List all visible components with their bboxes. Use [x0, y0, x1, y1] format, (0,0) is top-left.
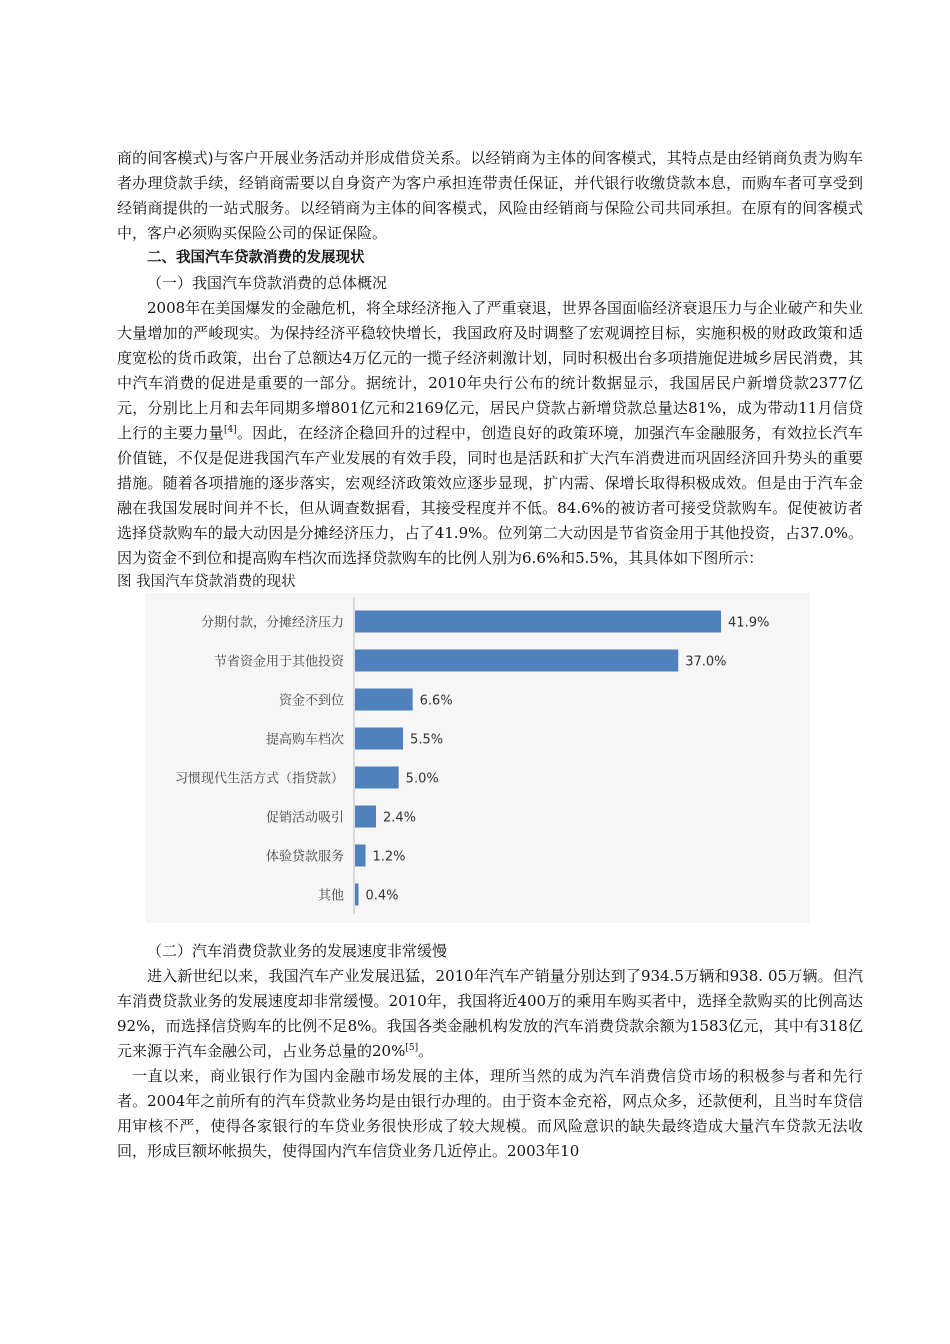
chart-category-label: 节省资金用于其他投资 — [213, 654, 344, 670]
chart-value-label: 41.9% — [728, 615, 770, 631]
chart-value-label: 37.0% — [685, 654, 727, 670]
document-page — [117, 146, 863, 1164]
chart-category-label: 促销活动吸引 — [265, 810, 344, 826]
chart-bar — [355, 767, 399, 789]
chart-category-label: 体验贷款服务 — [265, 849, 344, 865]
chart-category-label: 分期付款，分摊经济压力 — [200, 615, 344, 631]
chart-value-label: 6.6% — [419, 693, 453, 709]
chart-bar — [355, 650, 678, 672]
figure-caption: 图 我国汽车贷款消费的现状 — [117, 574, 296, 590]
chart-bar — [355, 728, 403, 750]
citation-ref: [4] — [223, 425, 237, 435]
chart-value-label: 1.2% — [372, 849, 406, 865]
subsection-heading-1: （一）我国汽车贷款消费的总体概况 — [147, 274, 388, 292]
chart-value-label: 5.5% — [410, 732, 444, 748]
paragraph-overview-text-a: 2008年在美国爆发的金融危机，将全球经济拖入了严重衰退，世界各国面临经济衰退压力与企业破产和失业大量增加的严峻现实。为保持经济平稳较快增长，我国政府及时调整了宏观调控目标，实施积极的财政政策和适度宽松的货币政策，出台了总额达4万亿元的一揽子经济刺激计划，同时积极出台多项措施促进城乡居民消费，其中汽车消费的促进是重要的一部分。据统计，2010年央行公布的统计数据显示，我国居民户新增贷款2377亿元，分别比上月和去年同期多增801亿元和2169亿元，居民户贷款占新增贷款总量达81%，成为带动11月信贷上行的主要力量 — [117, 299, 863, 442]
chart-bar — [355, 611, 721, 633]
paragraph-intro: 商的间客模式)与客户开展业务活动并形成借贷关系。以经销商为主体的间客模式，其特点是由经销商负责为购车者办理贷款手续，经销商需要以自身资产为客户承担连带责任保证，并代银行收缴贷款本息，而购车者可享受到经销商提供的一站式服务。以经销商为主体的间客模式，风险由经销商与保险公司共同承担。在原有的间客模式中，客户必须购买保险公司的保证保险。 — [117, 149, 863, 242]
paragraph-growth-end: 。 — [418, 1042, 434, 1060]
chart-category-label: 提高购车档次 — [265, 732, 344, 748]
chart-bar — [355, 806, 376, 828]
chart-category-label: 资金不到位 — [278, 693, 344, 709]
chart-value-label: 0.4% — [365, 888, 399, 904]
paragraph-overview-text-b: 。因此，在经济企稳回升的过程中，创造良好的政策环境，加强汽车金融服务，有效拉长汽车价值链，不仅是促进我国汽车产业发展的有效手段，同时也是活跃和扩大汽车消费进而巩固经济回升势头的重要措施。随着各项措施的逐步落实，宏观经济政策效应逐步显现，扩内需、保增长取得积极成效。但是由于汽车金融在我国发展时间并不长，但从调查数据看，其接受程度并不低。84.6%的被访者可接受贷款购车。促使被访者选择贷款购车的最大动因是分摊经济压力，占了41.9%。位列第二大动因是节省资金用于其他投资，占37.0%。因为资金不到位和提高购车档次而选择贷款购车的比例人别为6.6%和5.5%，其具体如下图所示： — [117, 424, 863, 567]
bar-chart-svg — [146, 593, 810, 923]
chart-category-label: 习惯现代生活方式（指贷款） — [174, 771, 344, 787]
citation-ref: [5] — [405, 1043, 419, 1053]
chart-value-label: 5.0% — [405, 771, 439, 787]
chart-category-label: 其他 — [317, 888, 344, 904]
paragraph-growth-text: 进入新世纪以来，我国汽车产业发展迅猛，2010年汽车产销量分别达到了934.5万辆和938. 05万辆。但汽车消费贷款业务的发展速度却非常缓慢。2010年，我国将近400万的乘用车购买者中，选择全款购买的比例高达92%，而选择信贷购车的比例不足8%。我国各类金融机构发放的汽车消费贷款余额为1583亿元，其中有318亿元来源于汽车金融公司，占业务总量的20% — [117, 967, 863, 1060]
bar-chart — [146, 593, 810, 923]
paragraph-overview — [117, 296, 863, 571]
chart-bar — [355, 689, 413, 711]
section-heading: 二、我国汽车贷款消费的发展现状 — [147, 250, 365, 266]
chart-bar — [355, 884, 358, 906]
chart-bar — [355, 845, 365, 867]
paragraph-banks: 一直以来，商业银行作为国内金融市场发展的主体，理所当然的成为汽车消费信贷市场的积极参与者和先行者。2004年之前所有的汽车贷款业务均是由银行办理的。由于资本金充裕，网点众多，还款便利，且当时车贷信用审核不严，使得各家银行的车贷业务很快形成了较大规模。而风险意识的缺失最终造成大量汽车贷款无法收回，形成巨额坏帐损失，使得国内汽车信贷业务几近停止。2003年10 — [117, 1067, 863, 1160]
subsection-heading-2: （二）汽车消费贷款业务的发展速度非常缓慢 — [147, 942, 448, 960]
paragraph-growth — [117, 964, 863, 1064]
chart-value-label: 2.4% — [382, 810, 416, 826]
